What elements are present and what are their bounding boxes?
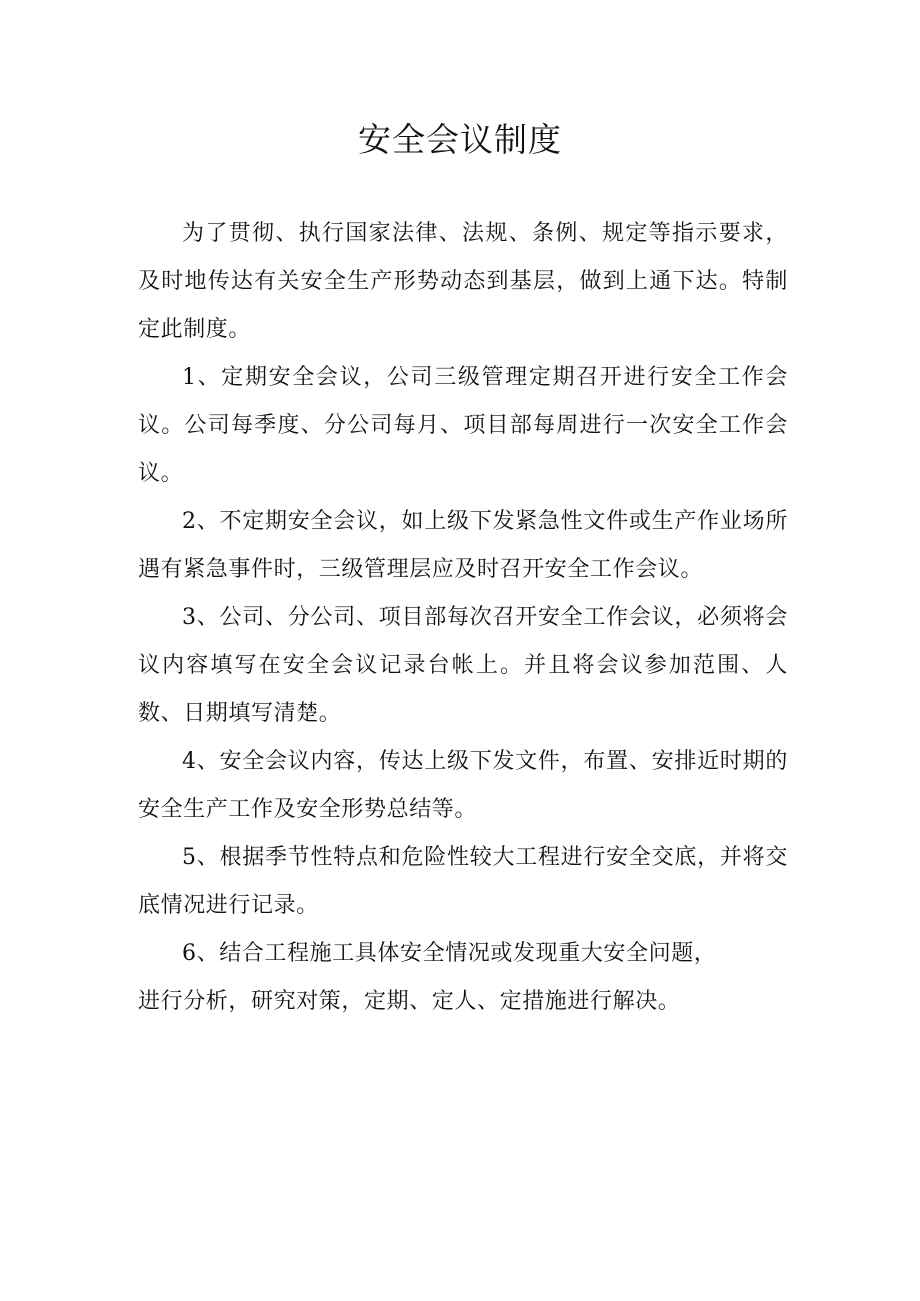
- item-1-paragraph: 1、定期安全会议，公司三级管理定期召开进行安全工作会议。公司每季度、分公司每月、项目部每周进行一次安全工作会议。: [138, 365, 788, 486]
- document-title: 安全会议制度: [358, 120, 562, 159]
- intro-paragraph: 为了贯彻、执行国家法律、法规、条例、规定等指示要求，及时地传达有关安全生产形势动态到基层，做到上通下达。特制定此制度。: [138, 221, 788, 342]
- item-4-paragraph: 4、安全会议内容，传达上级下发文件，布置、安排近时期的安全生产工作及安全形势总结等。: [138, 749, 788, 822]
- document-body: [138, 210, 788, 1026]
- item-6-continuation: 进行分析，研究对策，定期、定人、定措施进行解决。: [138, 989, 681, 1014]
- item-5-paragraph: 5、根据季节性特点和危险性较大工程进行安全交底，并将交底情况进行记录。: [138, 845, 788, 918]
- item-3-paragraph: 3、公司、分公司、项目部每次召开安全工作会议，必须将会议内容填写在安全会议记录台帐上。并且将会议参加范围、人数、日期填写清楚。: [138, 605, 788, 726]
- item-2-paragraph: 2、不定期安全会议，如上级下发紧急性文件或生产作业场所遇有紧急事件时，三级管理层应及时召开安全工作会议。: [138, 509, 788, 582]
- item-6-paragraph: 6、结合工程施工具体安全情况或发现重大安全问题，: [182, 941, 717, 966]
